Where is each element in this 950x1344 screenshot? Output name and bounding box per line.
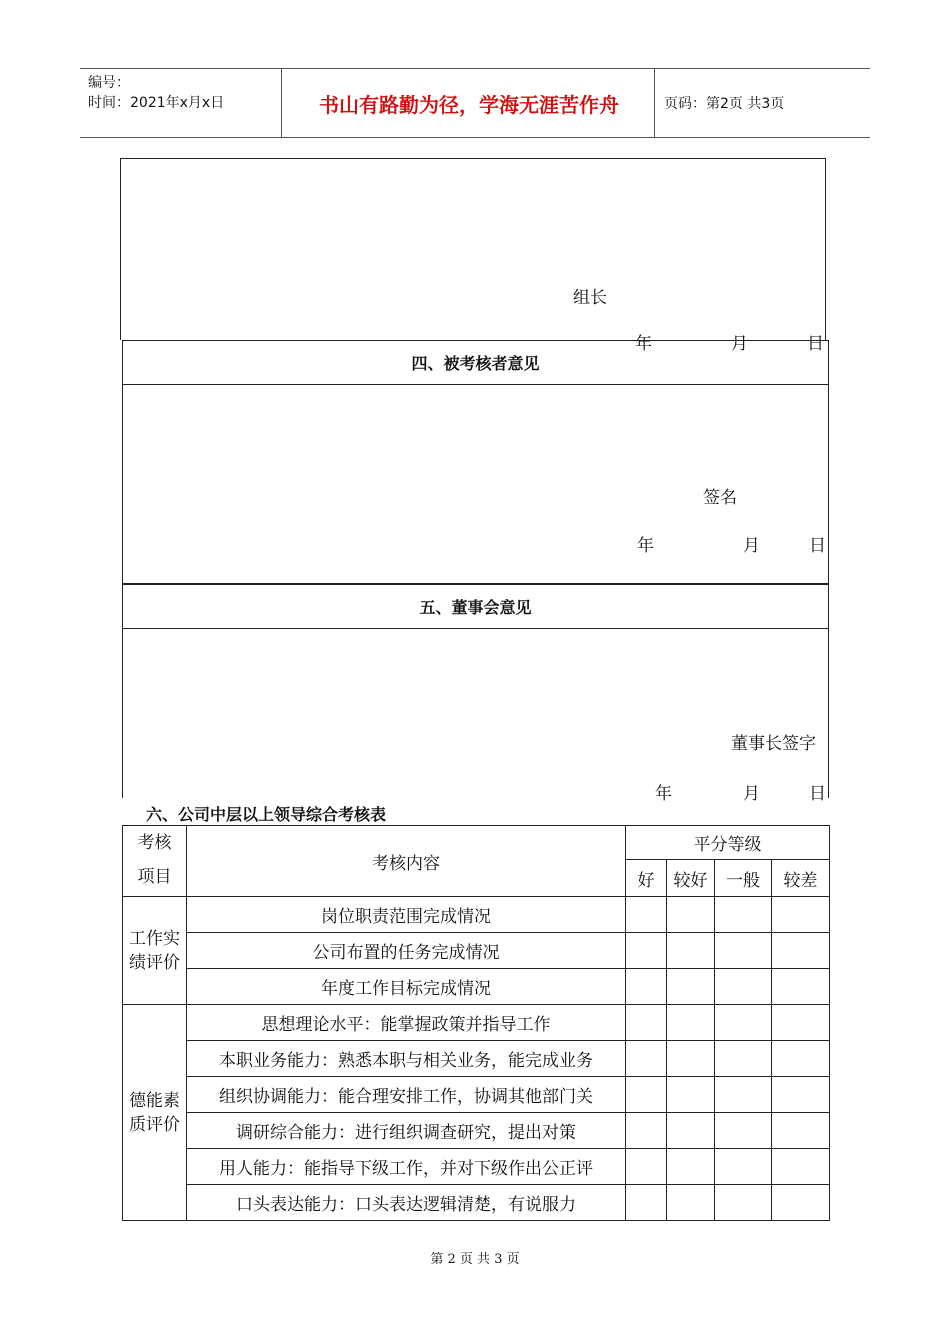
content-cell: 调研综合能力：进行组织调查研究，提出对策: [187, 1113, 626, 1149]
section4-body: [122, 384, 829, 584]
content-cell: 本职业务能力：熟悉本职与相关业务，能完成业务: [187, 1041, 626, 1077]
header-page-info: 页码：第2页 共3页: [664, 96, 785, 112]
table-row: [123, 1041, 830, 1077]
grade-cell[interactable]: [715, 1149, 772, 1185]
grade-cell[interactable]: [772, 933, 830, 969]
grade-cell[interactable]: [626, 1005, 667, 1041]
grade-cell[interactable]: [772, 1077, 830, 1113]
table-row: [123, 1005, 830, 1041]
grade-cell[interactable]: [626, 897, 667, 933]
grade-cell[interactable]: [667, 969, 715, 1005]
section5-date-month: 月: [743, 784, 760, 804]
grade-cell[interactable]: [667, 1113, 715, 1149]
grade-cell[interactable]: [715, 1185, 772, 1221]
group-date-day: 日: [807, 334, 824, 354]
section5-body: [122, 628, 829, 804]
table-header-row: [123, 826, 830, 860]
grade-label: 较差: [772, 860, 830, 897]
section4-sign-label: 签名: [703, 488, 737, 508]
grade-cell[interactable]: [667, 897, 715, 933]
col-item-top: 考核: [137, 833, 172, 853]
table-row: [123, 1185, 830, 1221]
grade-cell[interactable]: [772, 1185, 830, 1221]
group1-label: 工作实绩评价: [123, 897, 187, 1005]
grade-cell[interactable]: [667, 1077, 715, 1113]
group-date-year: 年: [635, 334, 652, 354]
grade-cell[interactable]: [715, 1041, 772, 1077]
content-cell: 公司布置的任务完成情况: [187, 933, 626, 969]
grade-cell[interactable]: [772, 1113, 830, 1149]
assessment-table: [122, 825, 830, 1221]
grade-cell[interactable]: [715, 897, 772, 933]
group2-label: 德能素质评价: [123, 1005, 187, 1221]
page-footer: 第 2 页 共 3 页: [430, 1252, 520, 1267]
section5-date-day: 日: [809, 784, 826, 804]
header-motto: 书山有路勤为径，学海无涯苦作舟: [284, 69, 655, 137]
table-row: [123, 1149, 830, 1185]
grade-cell[interactable]: [772, 897, 830, 933]
section4-date-month: 月: [743, 536, 760, 556]
content-cell: 用人能力：能指导下级工作，并对下级作出公正评: [187, 1149, 626, 1185]
section5-date-row: [123, 779, 828, 804]
grade-cell[interactable]: [715, 1005, 772, 1041]
content-cell: 组织协调能力：能合理安排工作，协调其他部门关: [187, 1077, 626, 1113]
header-meta: [80, 69, 282, 137]
col-grade-header: 平分等级: [626, 826, 830, 860]
content-cell: 思想理论水平：能掌握政策并指导工作: [187, 1005, 626, 1041]
section6-title: 六、公司中层以上领导综合考核表: [146, 805, 387, 824]
group-date-month: 月: [731, 334, 748, 354]
section5-date-year: 年: [655, 784, 672, 804]
table-row: [123, 1113, 830, 1149]
section4-date-year: 年: [637, 536, 654, 556]
grade-cell[interactable]: [715, 1113, 772, 1149]
grade-cell[interactable]: [626, 933, 667, 969]
grade-cell[interactable]: [626, 1077, 667, 1113]
number-label: 编号：: [88, 75, 130, 91]
grade-cell[interactable]: [667, 1185, 715, 1221]
grade-cell[interactable]: [667, 1005, 715, 1041]
col-item-header: [123, 826, 187, 897]
table-row: [123, 969, 830, 1005]
page-header: [80, 68, 870, 138]
grade-cell[interactable]: [715, 969, 772, 1005]
section4-date-day: 日: [809, 536, 826, 556]
col-item-bottom: 项目: [137, 867, 172, 887]
section4-title: 四、被考核者意见: [122, 340, 829, 385]
grade-cell[interactable]: [626, 1113, 667, 1149]
grade-cell[interactable]: [772, 969, 830, 1005]
grade-label: 较好: [667, 860, 715, 897]
content-cell: 年度工作目标完成情况: [187, 969, 626, 1005]
content-cell: 口头表达能力：口头表达逻辑清楚，有说服力: [187, 1185, 626, 1221]
table-row: [123, 933, 830, 969]
col-content-header: 考核内容: [187, 826, 626, 897]
time-label: 时间：2021年x月x日: [88, 95, 225, 111]
grade-cell[interactable]: [667, 1149, 715, 1185]
grade-cell[interactable]: [667, 933, 715, 969]
grade-cell[interactable]: [626, 969, 667, 1005]
grade-cell[interactable]: [772, 1149, 830, 1185]
grade-cell[interactable]: [626, 1041, 667, 1077]
table-row: [123, 897, 830, 933]
table-row: [123, 1077, 830, 1113]
group-leader-label: 组长: [573, 288, 607, 308]
group-opinion-box: [120, 158, 826, 354]
grade-label: 一般: [715, 860, 772, 897]
content-cell: 岗位职责范围完成情况: [187, 897, 626, 933]
grade-cell[interactable]: [626, 1149, 667, 1185]
grade-cell[interactable]: [715, 1077, 772, 1113]
section5-sign-label: 董事长签字: [731, 734, 816, 754]
grade-cell[interactable]: [715, 933, 772, 969]
grade-cell[interactable]: [626, 1185, 667, 1221]
grade-cell[interactable]: [667, 1041, 715, 1077]
grade-cell[interactable]: [772, 1005, 830, 1041]
section5-title: 五、董事会意见: [122, 584, 829, 629]
grade-label: 好: [626, 860, 667, 897]
grade-cell[interactable]: [772, 1041, 830, 1077]
